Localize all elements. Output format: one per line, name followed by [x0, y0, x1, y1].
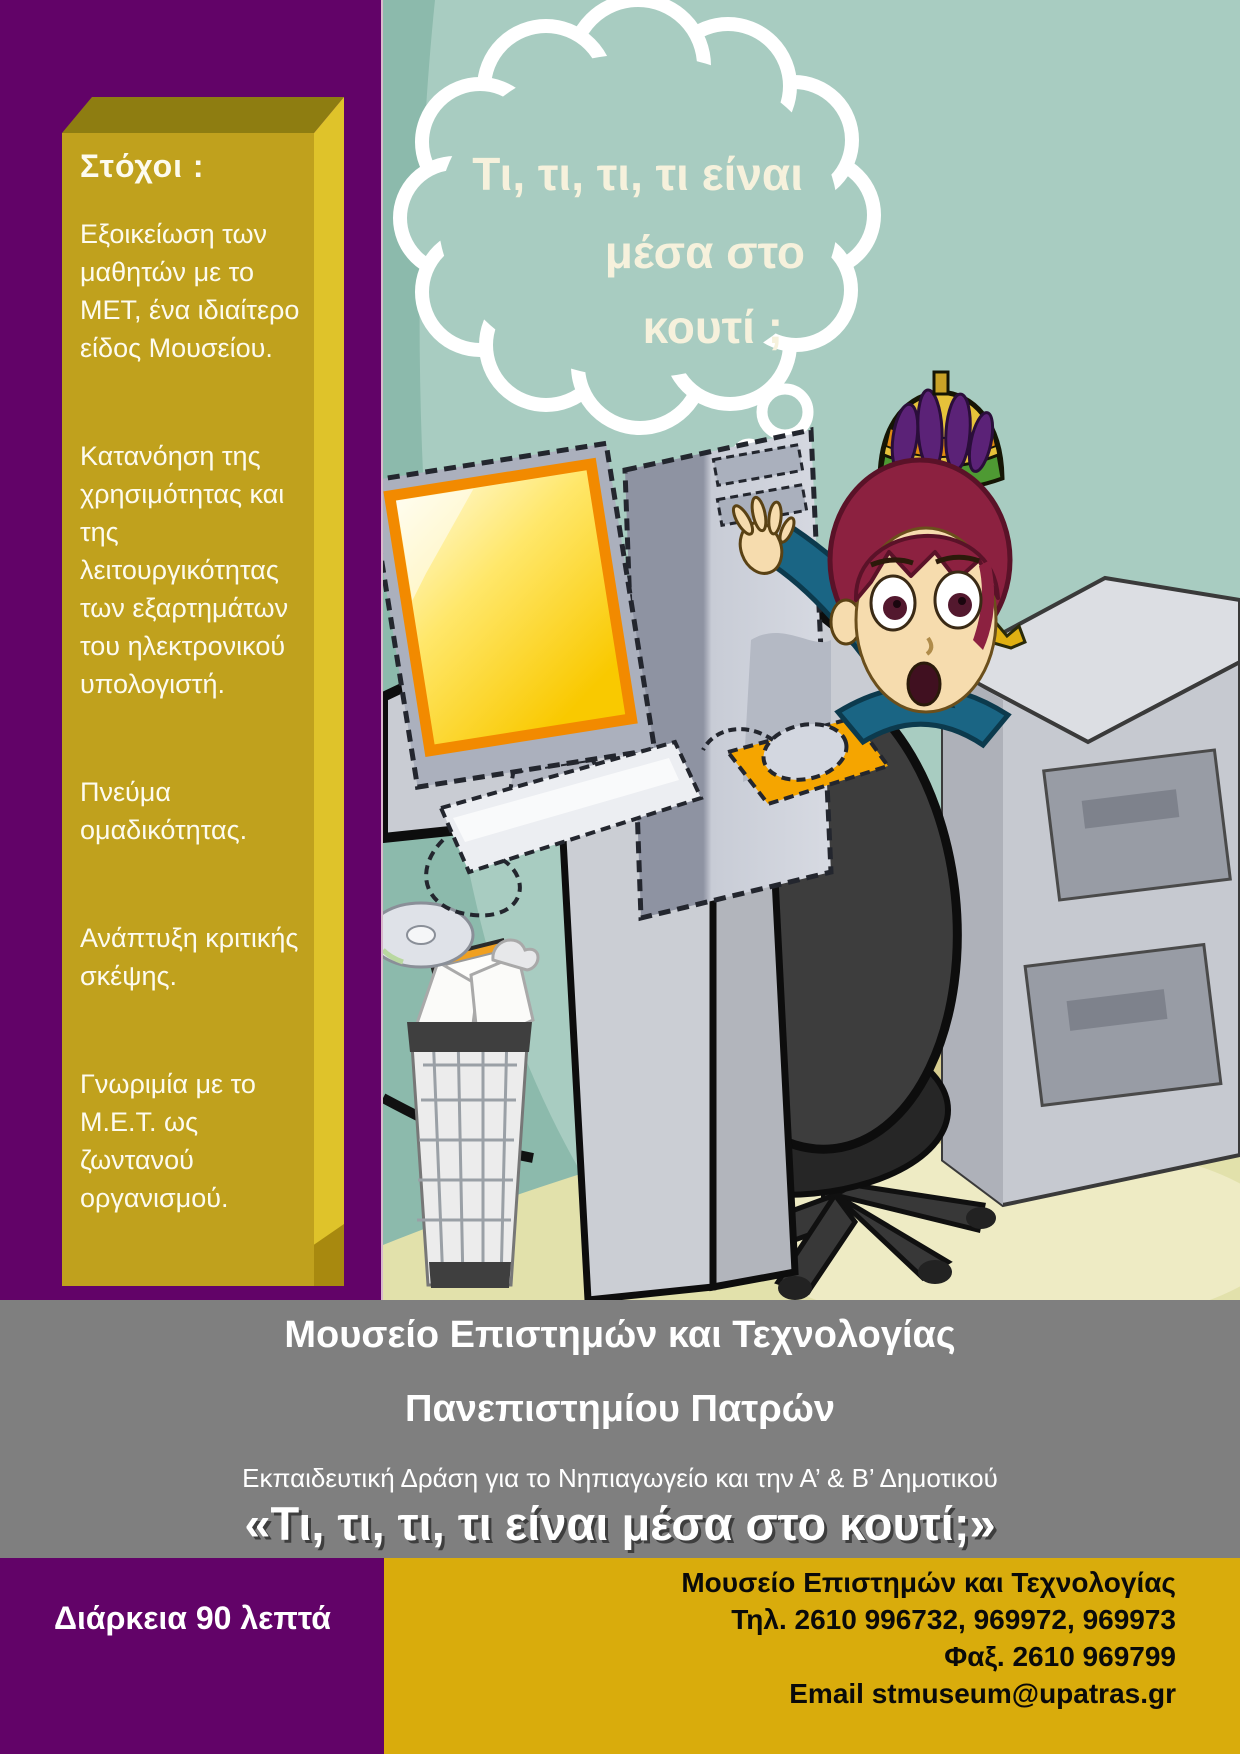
contact-phone: Τηλ. 2610 996732, 969972, 969973 — [731, 1604, 1176, 1635]
goals-text — [80, 148, 318, 1287]
bubble-trail-large — [762, 389, 808, 435]
illustration-scene — [383, 0, 1240, 1300]
banner — [0, 1300, 1240, 1558]
footer-duration-block — [0, 1558, 384, 1754]
contact-fax: Φαξ. 2610 969799 — [944, 1641, 1176, 1672]
bubble-line-2: μέσα στο — [604, 226, 805, 278]
contact-org: Μουσείο Επιστημών και Τεχνολογίας — [681, 1567, 1176, 1598]
computer-tower — [625, 430, 831, 918]
bubble-line-1: Τι, τι, τι, τι είναι — [472, 148, 803, 200]
scene-svg — [383, 0, 1240, 1300]
file-cabinet — [943, 578, 1240, 1205]
banner-subtitle: Εκπαιδευτική Δράση για το Νηπιαγωγείο και την Α’ & Β’ Δημοτικού — [242, 1463, 998, 1493]
goals-box-top-face — [62, 97, 344, 133]
goal-item: Ανάπτυξη κριτικής σκέψης. — [80, 923, 299, 991]
contact-email: Email stmuseum@upatras.gr — [789, 1678, 1176, 1709]
boy-mouth — [908, 663, 940, 705]
goal-item: Εξοικείωση των μαθητών με το ΜΕΤ, ένα ιδιαίτερο είδος Μουσείου. — [80, 219, 300, 363]
footer-contact-block — [384, 1558, 1240, 1754]
goal-item: Κατανόηση της χρησιμότητας και της λειτουργικότητας των εξαρτημάτων του ηλεκτρονικού υπολογιστή. — [80, 441, 289, 699]
goal-item: Γνωριμία με το Μ.Ε.Τ. ως ζωντανού οργανισμού. — [80, 1069, 256, 1213]
banner-title-line1: Μουσείο Επιστημών και Τεχνολογίας — [284, 1314, 956, 1356]
contact-info — [681, 1564, 1176, 1712]
banner-title-line2: Πανεπιστημίου Πατρών — [405, 1388, 835, 1430]
bubble-line-3: κουτί ; — [642, 301, 783, 353]
goals-box-side-face — [314, 97, 344, 1286]
banner-headline: «Τι, τι, τι, τι είναι μέσα στο κουτί;» — [244, 1497, 996, 1550]
goal-item: Πνεύμα ομαδικότητας. — [80, 777, 248, 845]
goals-heading: Στόχοι : — [80, 148, 205, 184]
duration-text: Διάρκεια 90 λεπτά — [54, 1600, 331, 1636]
